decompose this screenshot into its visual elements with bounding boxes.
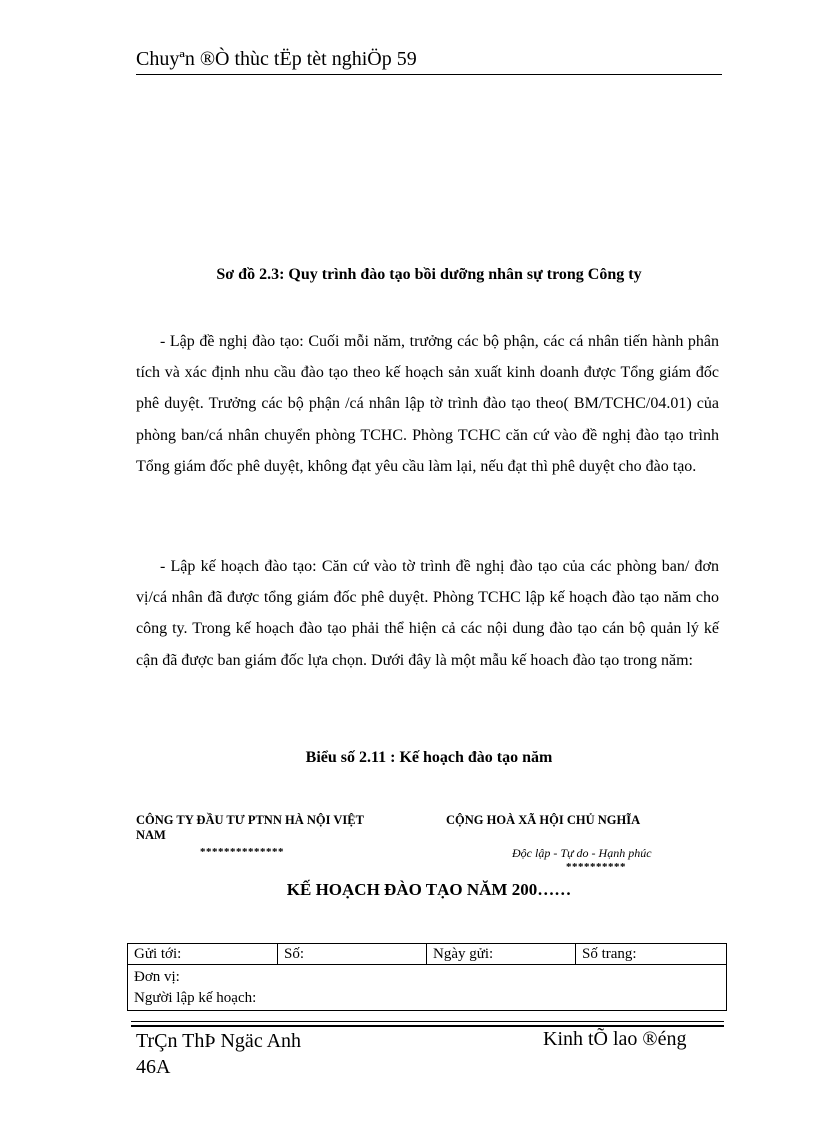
planner-field: Người lập kế hoạch: [134, 990, 257, 1006]
footer-major: Kinh tÕ lao ®éng [543, 1028, 687, 1050]
diagram-caption: Sơ đồ 2.3: Quy trình đào tạo bồi dưỡng nhân sự trong Công ty [216, 266, 642, 283]
company-stars: ************** [200, 846, 284, 858]
table-caption: Biểu số 2.11 : Kế hoạch đào tạo năm [305, 749, 553, 766]
nation-name: CỘNG HOÀ XÃ HỘI CHỦ NGHĨA [446, 813, 641, 827]
footer-class: 46A [136, 1056, 171, 1078]
plan-form-table [127, 943, 727, 1011]
row-divider [128, 964, 726, 965]
company-name: CÔNG TY ĐẦU TƯ PTNN HÀ NỘI VIỆT NAM [136, 813, 364, 842]
footer-author: TrÇn ThÞ Ngäc Anh [136, 1030, 302, 1052]
paragraph-training-plan [136, 551, 719, 676]
pages-cell: Số trang: [582, 946, 637, 962]
date-sent-cell: Ngày gửi: [427, 944, 576, 964]
motto-stars: ********** [566, 861, 626, 873]
national-motto: Độc lập - Tự do - Hạnh phúc [512, 846, 652, 860]
paragraph-text: - Lập kế hoạch đào tạo: Căn cứ vào tờ trình đề nghị đào tạo của các phòng ban/ đơn vị/cá nhân đã được tổng giám đốc phê duyệt. Phòng TCHC lập kế hoạch đào tạo năm cho công ty. Trong kế hoạch đào tạo phải thể hiện cả các nội dung đào tạo cán bộ quản lý kế cận đã được ban giám đốc lựa chọn. Dưới đây là một mẫu kế hoach đào tạo trong năm: [136, 558, 719, 669]
footer-rule-thin [131, 1021, 724, 1022]
footer-rule-thick [131, 1025, 724, 1027]
paragraph-text: - Lập đề nghị đào tạo: Cuối mỗi năm, trưởng các bộ phận, các cá nhân tiến hành phân tích và xác định nhu cầu đào tạo theo kế hoạch sản xuất kinh doanh được Tổng giám đốc phê duyệt. Trưởng các bộ phận /cá nhân lập tờ trình đào tạo theo( BM/TCHC/04.01) của phòng ban/cá nhân chuyển phòng TCHC. Phòng TCHC căn cứ vào đề nghị đào tạo trình Tổng giám đốc phê duyệt, không đạt yêu cầu làm lại, nếu đạt thì phê duyệt cho đào tạo. [136, 333, 719, 475]
unit-field: Đơn vị: [134, 969, 180, 985]
header-rule [136, 74, 722, 75]
footer-author-block [136, 1028, 301, 1080]
page-header: Chuyªn ®Ò thùc tËp tèt nghiÖp 59 [136, 48, 417, 70]
send-to-cell: Gửi tới: [128, 944, 278, 964]
number-cell: Số: [278, 944, 427, 964]
plan-title: KẾ HOẠCH ĐÀO TẠO NĂM 200…… [286, 880, 572, 899]
paragraph-training-proposal [136, 326, 719, 482]
